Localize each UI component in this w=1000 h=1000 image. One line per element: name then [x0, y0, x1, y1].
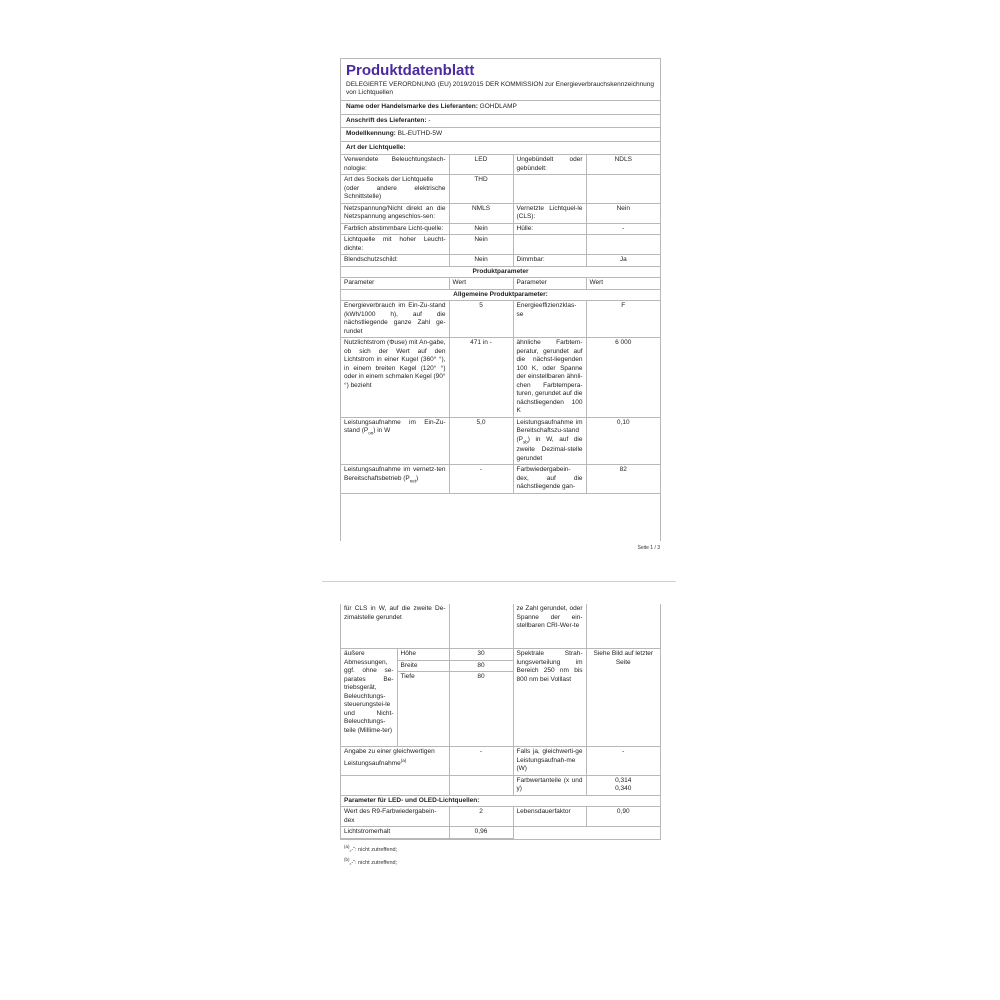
supplier-name-value: GOHDLAMP: [479, 103, 517, 110]
depth-label: Tiefe: [397, 672, 449, 747]
param-label: [513, 235, 586, 255]
table-row: [341, 235, 660, 255]
footnote-b: [344, 855, 397, 868]
param-value: 82: [586, 465, 660, 494]
table-row: [341, 301, 660, 338]
param-label-text: ) in W: [373, 427, 391, 434]
param-label: für CLS in W, auf die zweite De-zimalstelle gerundet: [341, 604, 449, 649]
table-row: [341, 827, 660, 839]
param-value: 0,10: [586, 417, 660, 465]
source-type-label: Art der Lichtquelle:: [346, 143, 406, 151]
param-label-text: Leistungsaufnahme im Bereitschaftszu-stand (P: [516, 418, 583, 443]
table-row: [341, 807, 660, 827]
param-label: Lebensdauerfaktor: [513, 807, 586, 827]
param-label: Ungebündelt oder gebündelt:: [513, 155, 586, 175]
table-row: [341, 223, 660, 235]
param-label: ze Zahl gerundet, oder Spanne der ein-stellbaren CRI-Wer-te: [513, 604, 586, 649]
table-row: [341, 155, 660, 175]
datasheet-page-1: [340, 58, 661, 541]
param-label: [341, 417, 449, 465]
chromaticity-y: 0,340: [615, 785, 632, 792]
param-value: 0,96: [449, 827, 513, 839]
table-row: [341, 775, 660, 795]
param-value: 471 in -: [449, 338, 513, 418]
param-label: Lichtstromerhalt: [341, 827, 449, 839]
table-row: [341, 747, 660, 776]
param-label: Farbwiedergabein-dex, auf die nächstliegende gan-: [513, 465, 586, 494]
param-value: Nein: [449, 255, 513, 267]
footnote-mark: (a): [344, 844, 350, 849]
param-value: -: [586, 223, 660, 235]
param-value: -: [449, 747, 513, 776]
page-number: Seite 1 / 3: [637, 545, 660, 551]
param-value: -: [449, 465, 513, 494]
section-header-row: [341, 795, 660, 807]
model-value: BL-EUTHD-5W: [397, 130, 443, 137]
supplier-name-row: [341, 101, 660, 115]
empty-cell: [586, 827, 660, 839]
param-value: Nein: [449, 223, 513, 235]
column-header: Parameter: [513, 278, 586, 290]
chromaticity-x: 0,314: [615, 776, 632, 784]
supplier-name-label: Name oder Handelsmarke des Lieferanten:: [346, 103, 478, 110]
param-label: [341, 465, 449, 494]
footnote-text: „-“: nicht zutreffend;: [349, 859, 398, 866]
param-value: [586, 175, 660, 204]
general-params-header: Allgemeine Produktparameter:: [341, 289, 660, 301]
height-label: Höhe: [397, 649, 449, 661]
param-label: Dimmbar:: [513, 255, 586, 267]
supplier-address-value: -: [428, 116, 431, 124]
param-label: Hülle:: [513, 223, 586, 235]
param-value: NMLS: [449, 203, 513, 223]
param-value: 6 000: [586, 338, 660, 418]
param-label: Vernetzte Lichtquel-le (CLS):: [513, 203, 586, 223]
supplier-address-label: Anschrift des Lieferanten:: [346, 116, 427, 124]
page-title: Produktdatenblatt: [346, 62, 475, 79]
params-table-page-2: [341, 604, 660, 839]
param-value: [449, 604, 513, 649]
table-row: [341, 175, 660, 204]
footnote-a: [344, 842, 397, 855]
param-label: Blendschutzschild:: [341, 255, 449, 267]
param-value: F: [586, 301, 660, 338]
product-params-header: Produktparameter: [341, 266, 660, 278]
table-row: [341, 338, 660, 418]
param-label: Energieverbrauch im Ein-Zu-stand (kWh/1000 h), auf die nächstliegende ganze Zahl ge-rundet: [341, 301, 449, 338]
width-value: 80: [449, 660, 513, 672]
empty-cell: [513, 827, 586, 839]
supplier-address-row: [341, 115, 660, 129]
table-row: [341, 649, 660, 661]
param-label: Lichtquelle mit hoher Leucht-dichte:: [341, 235, 449, 255]
param-label: Nutzlichtstrom (Φuse) mit An-gabe, ob sich der Wert auf den Lichtstrom in einer Kugel (360° °), in einem breiten Kegel (120° °) oder in einem schmalen Kegel (90° °) bezieht: [341, 338, 449, 418]
param-value: -: [586, 747, 660, 776]
param-label-sub: on: [368, 430, 374, 436]
param-value: NDLS: [586, 155, 660, 175]
param-label: Falls ja, gleichwerti-ge Leistungsaufnah-me (W): [513, 747, 586, 776]
param-label-text: Leistungsaufnahme im vernetz-ten Bereitschaftsbetrieb (P: [344, 466, 446, 482]
footnote-mark: (b): [344, 856, 350, 862]
column-header: Parameter: [341, 278, 449, 290]
section-header-row: [341, 266, 660, 278]
depth-value: 80: [449, 672, 513, 747]
regulation-subtitle: DELEGIERTE VERORDNUNG (EU) 2019/2015 DER KOMMISSION zur Energieverbrauchskennzeichnung von Lichtquellen: [341, 81, 660, 101]
table-row: [341, 604, 660, 649]
param-label: [513, 417, 586, 465]
datasheet-page-2: [340, 604, 661, 840]
param-value: LED: [449, 155, 513, 175]
param-value: Nein: [586, 203, 660, 223]
footnote-mark: (a): [400, 757, 407, 763]
param-label-text: Leistungsaufnahme im Ein-Zu-stand (P: [344, 418, 446, 434]
param-value: [586, 604, 660, 649]
param-label: Farbwertanteile (x und y): [513, 775, 586, 795]
page-separator: [322, 581, 676, 582]
param-label-line: (oder andere elektrische Schnittstelle): [344, 184, 446, 200]
led-params-header: Parameter für LED- und OLED-Lichtquellen:: [341, 795, 660, 807]
param-value: [586, 775, 660, 795]
source-type-row: [341, 142, 660, 156]
param-value: Siehe Bild auf letzter Seite: [586, 649, 660, 747]
param-label: [341, 747, 449, 776]
model-row: [341, 128, 660, 142]
param-label-sub: net: [409, 478, 417, 484]
param-value: 5,0: [449, 417, 513, 465]
table-row: [341, 417, 660, 465]
param-label: Farblich abstimmbare Licht-quelle:: [341, 223, 449, 235]
param-value: 2: [449, 807, 513, 827]
dimensions-label: äußere Abmessungen, ggf. ohne se-parates Be-triebsgerät, Beleuchtungs-steuerungstei-le und Nicht-Beleuchtungs-teile (Millime-ter): [341, 649, 397, 747]
footnotes: [344, 842, 397, 868]
param-label: Energieeffizienzklas-se: [513, 301, 586, 338]
empty-cell: [341, 775, 449, 795]
column-header: Wert: [449, 278, 513, 290]
width-label: Breite: [397, 660, 449, 672]
param-label: Spektrale Strah-lungsverteilung im Bereich 250 nm bis 800 nm bei Volllast: [513, 649, 586, 747]
table-row: [341, 255, 660, 267]
param-value: Ja: [586, 255, 660, 267]
column-header: Wert: [586, 278, 660, 290]
table-row: [341, 465, 660, 494]
empty-cell: [449, 775, 513, 795]
param-value: 0,90: [586, 807, 660, 827]
param-label: ähnliche Farbtem-peratur, gerundet auf die nächst-liegenden 100 K, oder Spanne der einstellbaren ähnli-chen Farbtempera-turen, gerundet auf die nächstliegenden 100 K: [513, 338, 586, 418]
param-label: [513, 175, 586, 204]
section-header-row: [341, 289, 660, 301]
param-label-text: ) in W, auf die zweite Dezimal-stelle gerundet: [516, 435, 583, 462]
param-value: Nein: [449, 235, 513, 255]
param-value: THD: [449, 175, 513, 204]
param-value: 5: [449, 301, 513, 338]
param-label: Netzspannung/Nicht direkt an die Netzspannung angeschlos-sen:: [341, 203, 449, 223]
params-table-page-1: [341, 155, 660, 494]
table-row: [341, 203, 660, 223]
param-label: Verwendete Beleuchtungstech-nologie:: [341, 155, 449, 175]
column-header-row: [341, 278, 660, 290]
param-value: [586, 235, 660, 255]
footnote-text: „-“: nicht zutreffend;: [349, 846, 398, 853]
param-label: Wert des R9-Farbwiedergabein-dex: [341, 807, 449, 827]
param-label-line: Art des Sockels der Lichtquelle: [344, 176, 434, 183]
param-label-text: Angabe zu einer gleichwertigen Leistungsaufnahme: [344, 748, 435, 767]
height-value: 30: [449, 649, 513, 661]
param-label: [341, 175, 449, 204]
param-label-sub: sb: [523, 438, 528, 444]
model-label: Modellkennung:: [346, 130, 396, 137]
param-label-text: ): [416, 474, 419, 482]
